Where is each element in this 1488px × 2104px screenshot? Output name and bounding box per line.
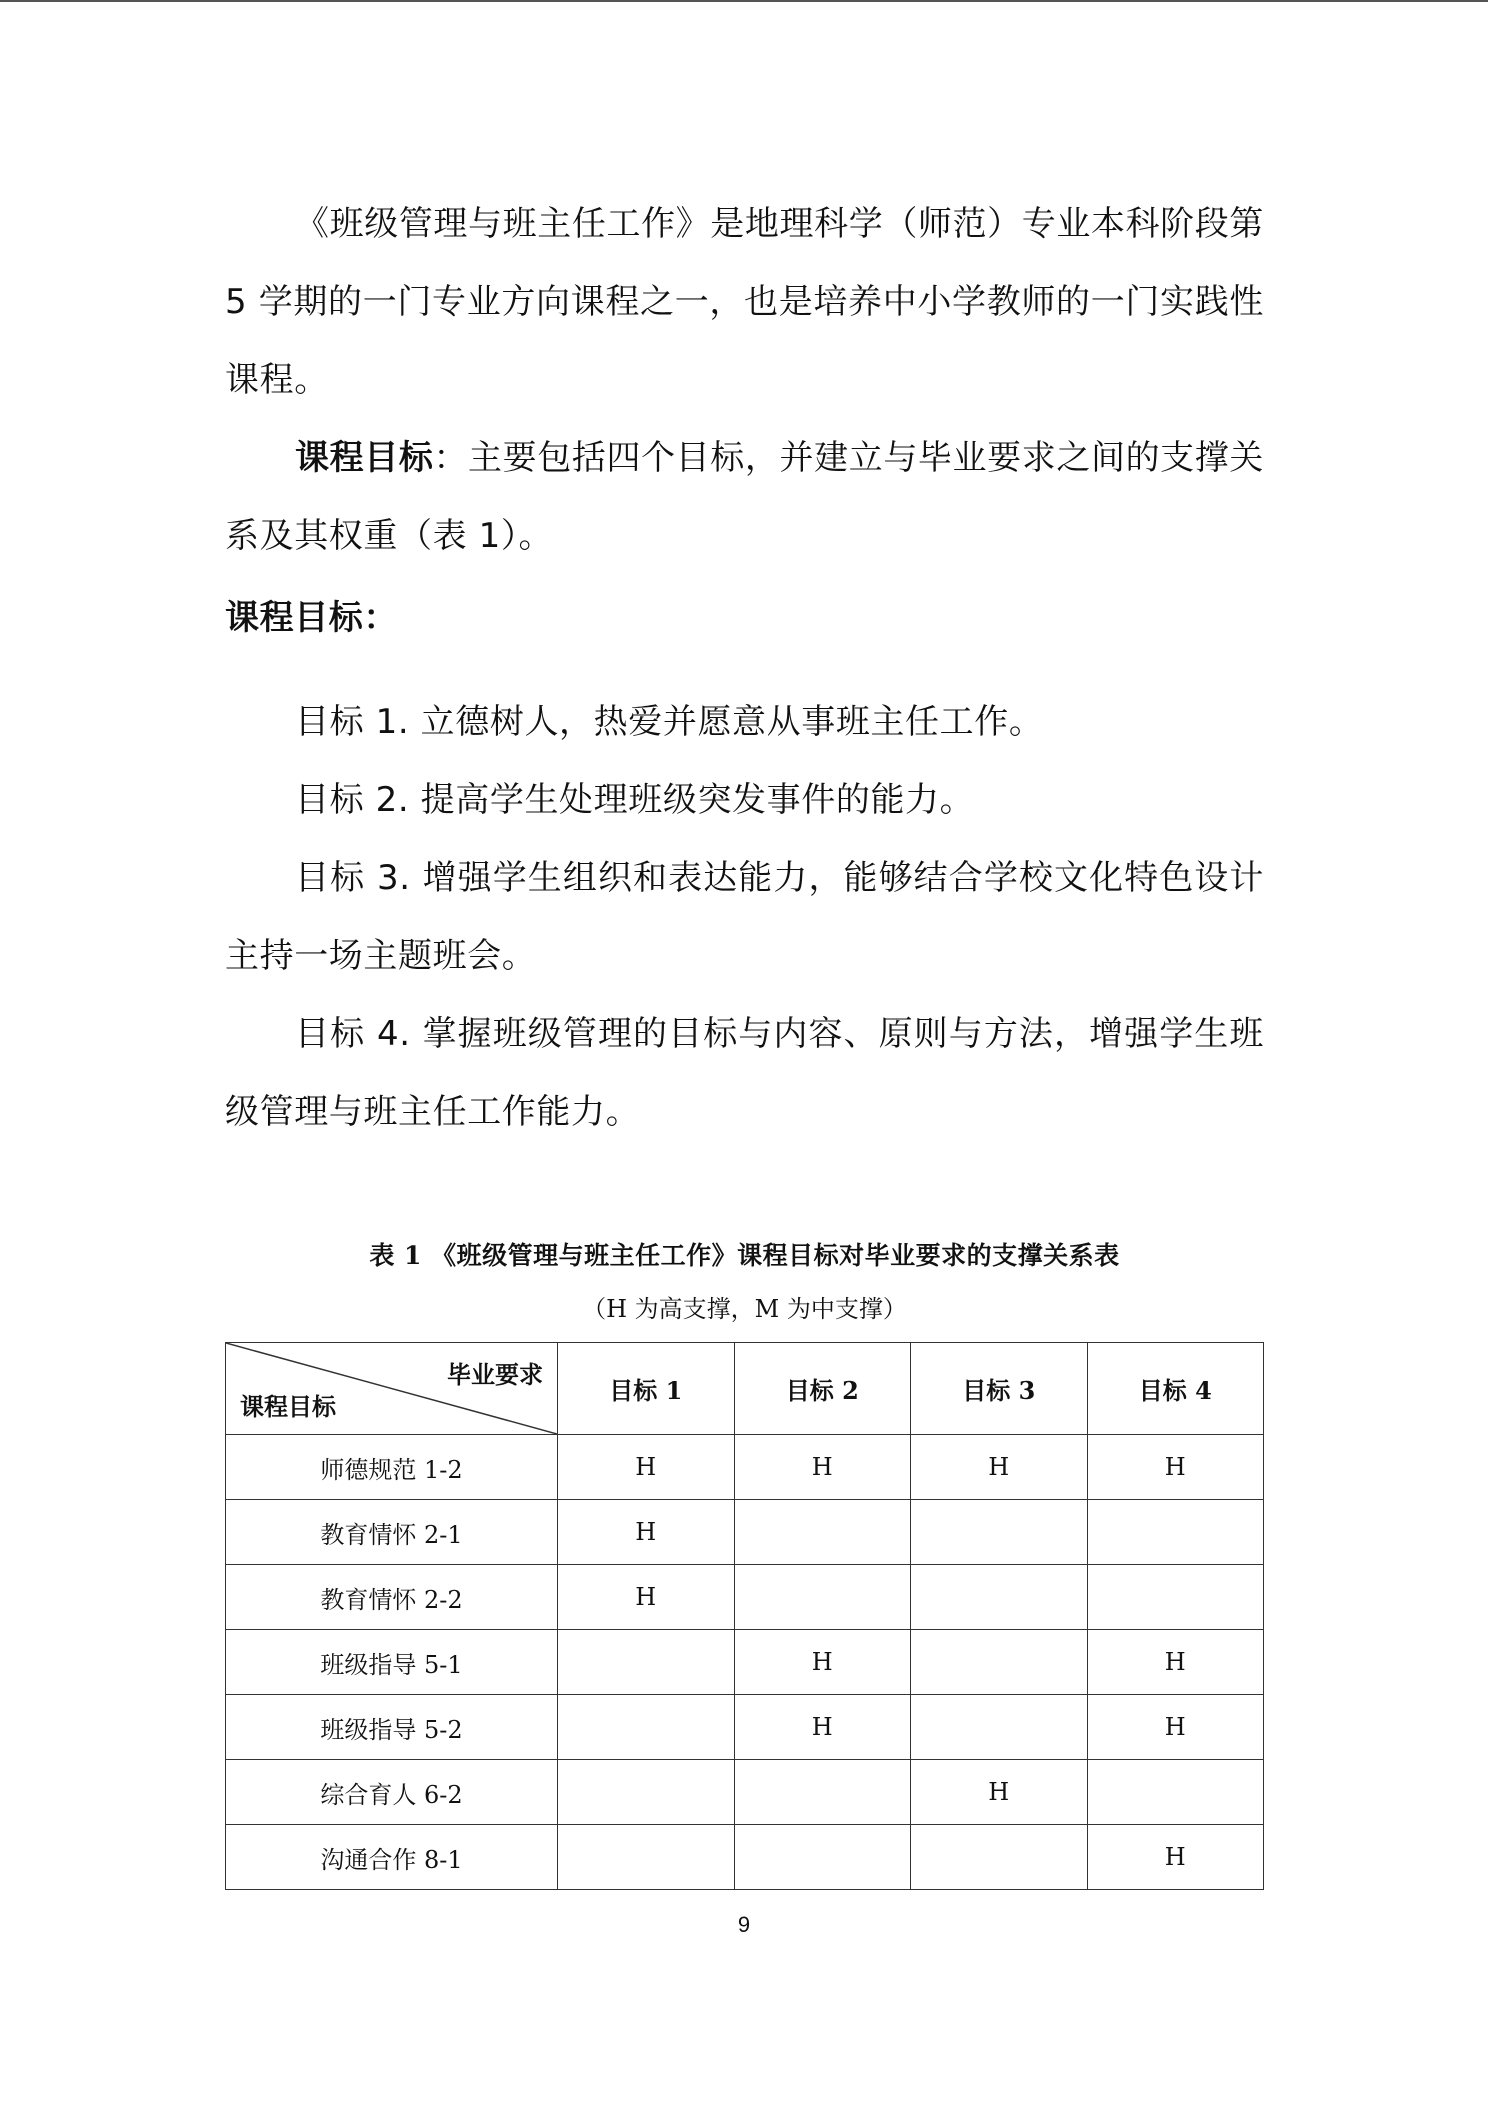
column-header-objective-2: 目标 2 [734, 1343, 911, 1435]
table-row [226, 1565, 1264, 1630]
table-header-row [226, 1343, 1264, 1435]
table-cell [734, 1825, 911, 1890]
table-row [226, 1825, 1264, 1890]
table-note: （H 为高支撑，M 为中支撑） [582, 1295, 907, 1323]
objective-item-1: 目标 1. 立德树人，热爱并愿意从事班主任工作。 [295, 702, 1044, 742]
table-row [226, 1500, 1264, 1565]
corner-row-label: 课程目标 [240, 1392, 336, 1421]
table-cell: H [734, 1695, 911, 1760]
table-cell [558, 1760, 735, 1825]
row-label: 教育情怀 2-2 [226, 1565, 558, 1630]
row-label: 师德规范 1-2 [226, 1435, 558, 1500]
intro-section [225, 185, 1264, 575]
column-header-objective-1: 目标 1 [558, 1343, 735, 1435]
table-cell [558, 1825, 735, 1890]
table-cell [558, 1695, 735, 1760]
table-corner-cell [226, 1343, 558, 1435]
row-label: 班级指导 5-2 [226, 1695, 558, 1760]
row-label: 沟通合作 8-1 [226, 1825, 558, 1890]
row-label: 综合育人 6-2 [226, 1760, 558, 1825]
table-cell: H [1087, 1825, 1264, 1890]
table-cell [734, 1760, 911, 1825]
objectives-summary-label: 课程目标 [295, 438, 434, 478]
page-top-border [0, 0, 1488, 2]
objective-item-4: 目标 4. 掌握班级管理的目标与内容、原则与方法，增强学生班级管理与班主任工作能力。 [225, 1014, 1264, 1132]
intro-paragraph: 《班级管理与班主任工作》是地理科学（师范）专业本科阶段第 5 学期的一门专业方向课程之一，也是培养中小学教师的一门实践性课程。 [225, 204, 1264, 400]
row-label: 教育情怀 2-1 [226, 1500, 558, 1565]
page-number: 9 [737, 1912, 751, 1937]
table-cell [911, 1825, 1088, 1890]
objectives-section [225, 579, 1264, 1151]
table-row [226, 1630, 1264, 1695]
table-cell [558, 1630, 735, 1695]
table-cell [911, 1695, 1088, 1760]
table-cell: H [734, 1435, 911, 1500]
table-cell [911, 1500, 1088, 1565]
table-cell: H [734, 1630, 911, 1695]
table-cell: H [1087, 1435, 1264, 1500]
objective-item-3: 目标 3. 增强学生组织和表达能力，能够结合学校文化特色设计主持一场主题班会。 [225, 858, 1264, 976]
table-cell [1087, 1500, 1264, 1565]
column-header-objective-3: 目标 3 [911, 1343, 1088, 1435]
table-cell: H [558, 1565, 735, 1630]
table-cell [1087, 1565, 1264, 1630]
corner-column-label: 毕业要求 [447, 1360, 543, 1389]
table-caption: 表 1 《班级管理与班主任工作》课程目标对毕业要求的支撑关系表 [369, 1241, 1120, 1270]
support-relationship-table [225, 1342, 1264, 1890]
objective-item-2: 目标 2. 提高学生处理班级突发事件的能力。 [295, 780, 975, 820]
table-row [226, 1435, 1264, 1500]
table-cell [911, 1630, 1088, 1695]
row-label: 班级指导 5-1 [226, 1630, 558, 1695]
table-cell [1087, 1760, 1264, 1825]
objectives-heading: 课程目标： [225, 598, 398, 638]
objectives-summary-paragraph [225, 419, 1264, 575]
table-row [226, 1760, 1264, 1825]
table-cell: H [558, 1435, 735, 1500]
table-cell: H [1087, 1695, 1264, 1760]
objectives-summary-text: ：主要包括四个目标，并建立与毕业要求之间的支撑关系及其权重（表 1）。 [225, 438, 1264, 556]
table-cell: H [911, 1435, 1088, 1500]
table-cell [911, 1565, 1088, 1630]
table-cell [734, 1500, 911, 1565]
table-cell: H [911, 1760, 1088, 1825]
table-cell [734, 1565, 911, 1630]
table-cell: H [1087, 1630, 1264, 1695]
column-header-objective-4: 目标 4 [1087, 1343, 1264, 1435]
table-row [226, 1695, 1264, 1760]
table-cell: H [558, 1500, 735, 1565]
